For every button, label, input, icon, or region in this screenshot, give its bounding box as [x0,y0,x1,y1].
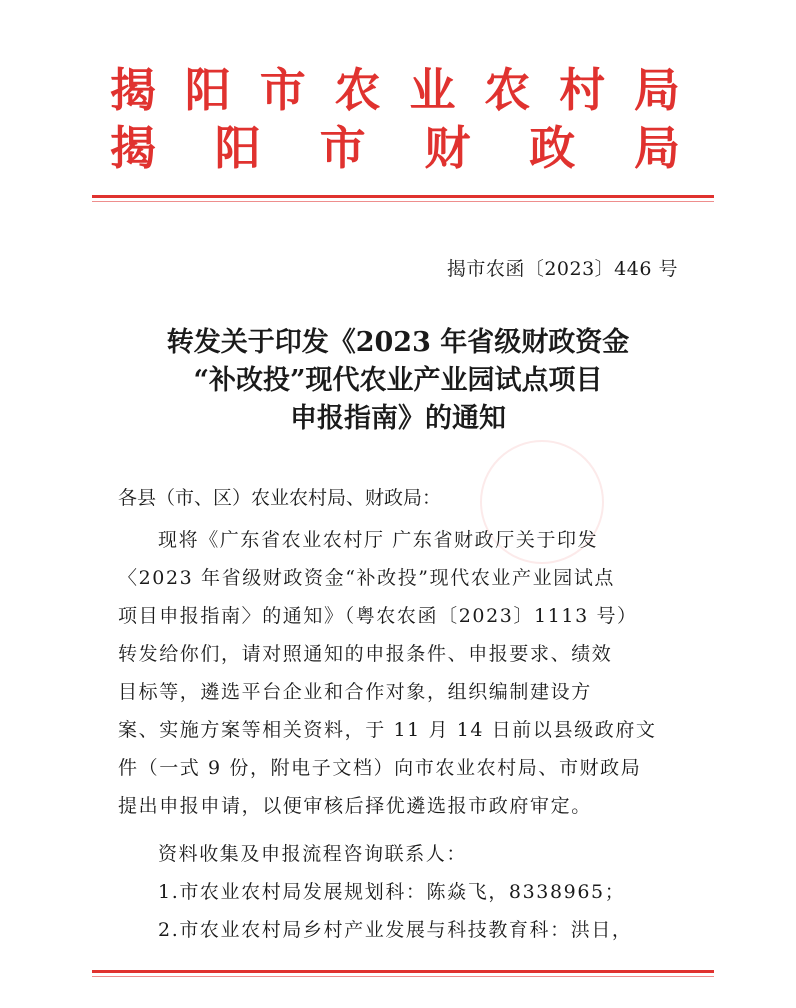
body-line: 1.市农业农村局发展规划科：陈焱飞，8338965； [158,881,626,903]
issuer-char: 农 [334,63,381,117]
body-line: 提出申报申请，以便审核后择优遴选报市政府审定。 [118,795,592,817]
title-line-2: “补改投”现代农业产业园试点项目 [193,365,603,396]
body-line: 件（一式 9 份，附电子文档）向市农业农村局、市财政局 [118,757,642,779]
issuer-finance-bureau [110,122,680,174]
issuer-char: 阳 [184,63,231,117]
body-line: 现将《广东省农业农村厅 广东省财政厅关于印发 [158,529,599,551]
issuer-char: 市 [259,63,306,117]
issuer-char: 阳 [214,121,261,175]
body-line: 项目申报指南〉的通知》（粤农农函〔2023〕1113 号） [118,605,638,627]
body-line: 案、实施方案等相关资料，于 11 月 14 日前以县级政府文 [118,719,657,741]
footer-red-rule [92,970,714,973]
body-line: 转发给你们，请对照通知的申报条件、申报要求、绩效 [118,643,613,665]
title-line-3: 申报指南》的通知 [290,403,506,434]
document-title [90,324,706,438]
issuer-char: 农 [484,63,531,117]
issuer-char: 村 [559,63,606,117]
issuer-char: 揭 [110,63,156,117]
issuer-char: 揭 [110,121,156,175]
issuer-char: 业 [409,63,456,117]
header-red-rule [92,195,714,198]
issuer-char: 局 [633,121,680,175]
issuer-char: 市 [319,121,366,175]
issuer-char: 政 [529,121,576,175]
issuer-agriculture-bureau [110,64,680,116]
document-number: 揭市农函〔2023〕446 号 [446,258,678,280]
body-line: 〈2023 年省级财政资金“补改投”现代农业产业园试点 [118,567,616,589]
body-line: 目标等，遴选平台企业和合作对象，组织编制建设方 [118,681,592,703]
body-line: 2.市农业农村局乡村产业发展与科技教育科：洪日， [158,919,633,941]
issuer-char: 财 [424,121,471,175]
body-line: 资料收集及申报流程咨询联系人： [158,843,468,865]
issuer-char: 局 [633,63,680,117]
salutation: 各县（市、区）农业农村局、财政局： [118,487,442,509]
title-line-1: 转发关于印发《2023 年省级财政资金 [166,327,630,358]
